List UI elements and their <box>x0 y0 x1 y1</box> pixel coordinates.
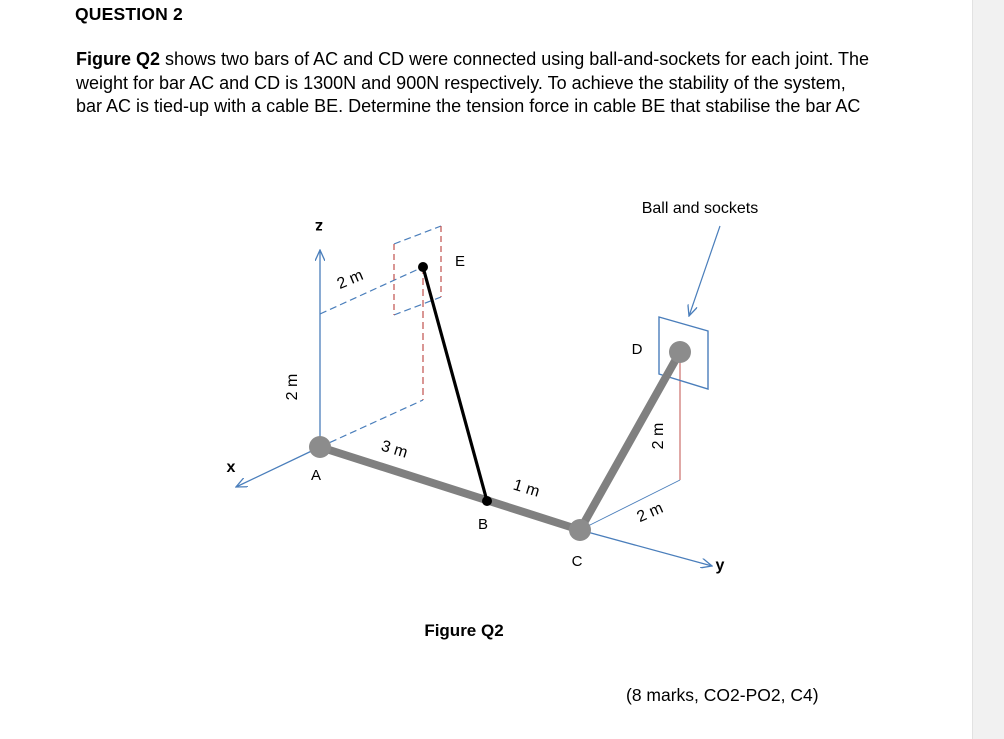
wall-dashed-top <box>394 226 441 244</box>
dim-bc: 1 m <box>511 476 542 501</box>
label-a: A <box>310 467 322 484</box>
base-dashed-line <box>320 400 423 447</box>
joint-d <box>669 341 691 363</box>
z-axis-label: z <box>315 218 323 235</box>
dim-cd-y: 2 m <box>634 499 666 527</box>
callout-ball-and-sockets: Ball and sockets <box>641 200 759 217</box>
label-d: D <box>631 341 643 358</box>
point-b-dot <box>482 496 492 506</box>
label-c: C <box>571 553 583 570</box>
x-axis-label: x <box>226 459 236 476</box>
label-e: E <box>454 253 466 270</box>
figure-reference: Figure Q2 <box>76 49 161 69</box>
joint-c <box>569 519 591 541</box>
question-title: QUESTION 2 <box>75 4 183 24</box>
cable-be <box>423 267 487 501</box>
dim-top-width: 2 m <box>334 266 366 293</box>
figure-caption: Figure Q2 <box>424 621 504 640</box>
dim-ab: 3 m <box>379 437 410 462</box>
dim-d-height: 2 m <box>650 422 667 450</box>
dim-z-height: 2 m <box>284 373 301 401</box>
joint-a <box>309 436 331 458</box>
top-dashed-line <box>320 267 423 314</box>
point-e-dot <box>418 262 428 272</box>
bar-ac <box>320 447 580 530</box>
x-axis <box>236 447 320 487</box>
y-axis-label: y <box>715 557 725 574</box>
label-b: B <box>477 516 489 533</box>
y-axis <box>580 530 712 566</box>
callout-arrow <box>689 226 720 316</box>
marks-allocation: (8 marks, CO2-PO2, C4) <box>626 685 819 705</box>
question-body: shows two bars of AC and CD were connected using ball-and-sockets for each joint. The weight for bar AC and CD is 1300N and 900N respectively. To achieve the stability of the system, bar AC is tied-up with a cable BE. Determine the tension force in cable BE that stabilise the bar AC <box>76 49 870 116</box>
